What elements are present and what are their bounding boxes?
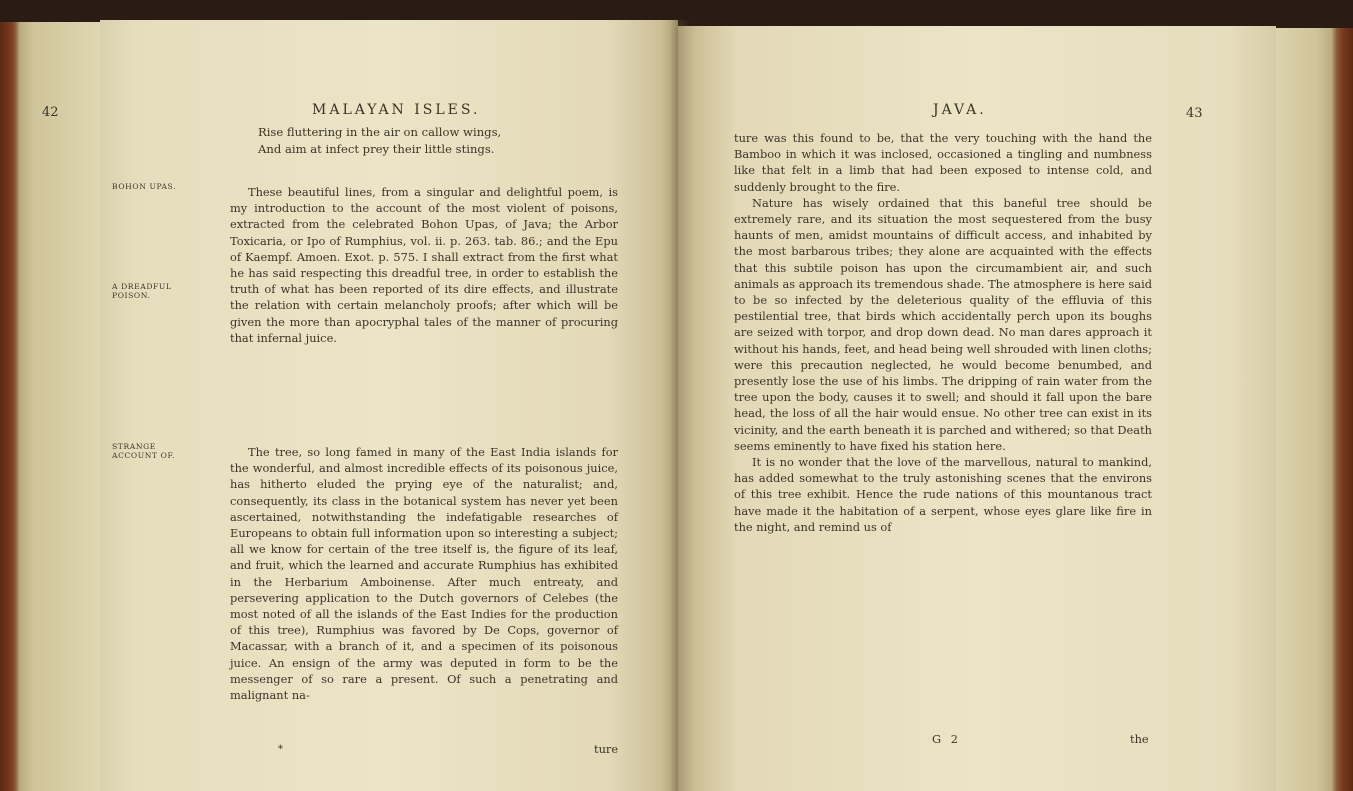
footnote-mark: *: [278, 744, 283, 755]
margin-note-strange-account: STRANGE ACCOUNT OF.: [112, 442, 176, 460]
right-paragraph-3: It is no wonder that the love of the marvellous, natural to mankind, has added somewhat to the truly astonishing scenes that the environs of this tree exhibit. Hence the rude nations of this mountanous tract have made it the habitation of a serpent, whose eyes glare like fire in the night, and remind us of: [734, 455, 1152, 534]
left-page-edges: [0, 22, 110, 791]
left-catchword: ture: [594, 742, 619, 756]
right-paragraph-2: Nature has wisely ordained that this baneful tree should be extremely rare, and its situation the most sequestered from the busy haunts of men, amidst mountains of difficult access, and inhabited by the most barbarous tribes; they alone are acquainted with the effects that this subtile poison has upon the circumambient air, and such animals as approach its tremendous shade. The atmosphere is here said to be so infected by the deleterious quality of the effluvia of this pestilential tree, that birds which accidentally perch upon its boughs are seized with torpor, and drop down dead. No man dares approach it without his hands, feet, and head being well shrouded with linen cloths; were this precaution neglected, he would become benumbed, and presently lose the use of his limbs. The dripping of rain water from the tree upon the body, causes it to swell; and should it fall upon the bare head, the loss of all the hair would ensue. No other tree can exist in its vicinity, and the earth beneath it is parched and withered; so that Death seems eminently to have fixed his station here.: [734, 195, 1152, 453]
right-text-column: [734, 130, 1152, 535]
verse-line: Rise fluttering in the air on callow wings,: [258, 125, 502, 139]
right-catchword: the: [1130, 732, 1149, 746]
right-page: [678, 26, 1276, 791]
left-running-head: MALAYAN ISLES.: [312, 102, 481, 118]
margin-note-dreadful-poison: A DREADFUL POISON.: [112, 282, 172, 300]
left-paragraph-2: The tree, so long famed in many of the East India islands for the wonderful, and almost incredible effects of its poisonous juice, has hitherto eluded the prying eye of the naturalist; and, consequently, its class in the botanical system has never yet been ascertained, notwithstanding the indefatigable researches of Europeans to obtain full information upon so interesting a subject; all we know for certain of the tree itself is, the figure of its leaf, and fruit, which the learned and accurate Rumphius has exhibited in the Herbarium Amboinense. After much entreaty, and persevering application to the Dutch governors of Celebes (the most noted of all the islands of the East Indies for the production of this tree), Rumphius was favored by De Cops, governor of Macassar, with a branch of it, and a specimen of its poisonous juice. An ensign of the army was deputed in form to be the messenger of so rare a present. Of such a penetrating and malignant na-: [230, 445, 618, 703]
left-page: [42, 20, 678, 791]
signature-mark: G 2: [932, 732, 961, 746]
verse-block: [218, 124, 618, 157]
margin-note-bohon-upas: BOHON UPAS.: [112, 182, 177, 191]
left-paragraph-1: These beautiful lines, from a singular and delightful poem, is my introduction to the account of the most violent of poisons, extracted from the celebrated Bohon Upas, of Java; the Arbor Toxicaria, or Ipo of Rumphius, vol. ii. p. 263. tab. 86.; and the Epu of Kaempf. Amoen. Exot. p. 575. I shall extract from the first what he has said respecting this dreadful tree, in order to establish the truth of what has been reported of its dire effects, and illustrate the relation with certain melancholy proofs; after which will be given the more than apocryphal tales of the manner of procuring that infernal juice.: [230, 185, 618, 345]
right-page-edges: [1263, 28, 1353, 791]
right-page-number: 43: [1186, 106, 1203, 121]
right-paragraph-1: ture was this found to be, that the very touching with the hand the Bamboo in which it was inclosed, occasioned a tingling and numbness like that felt in a limb that had been exposed to intense cold, and suddenly brought to the fire.: [734, 131, 1152, 194]
left-page-number: 42: [42, 105, 59, 120]
verse-line: And aim at infect prey their little stings.: [258, 141, 495, 156]
right-running-head: JAVA.: [933, 102, 987, 118]
